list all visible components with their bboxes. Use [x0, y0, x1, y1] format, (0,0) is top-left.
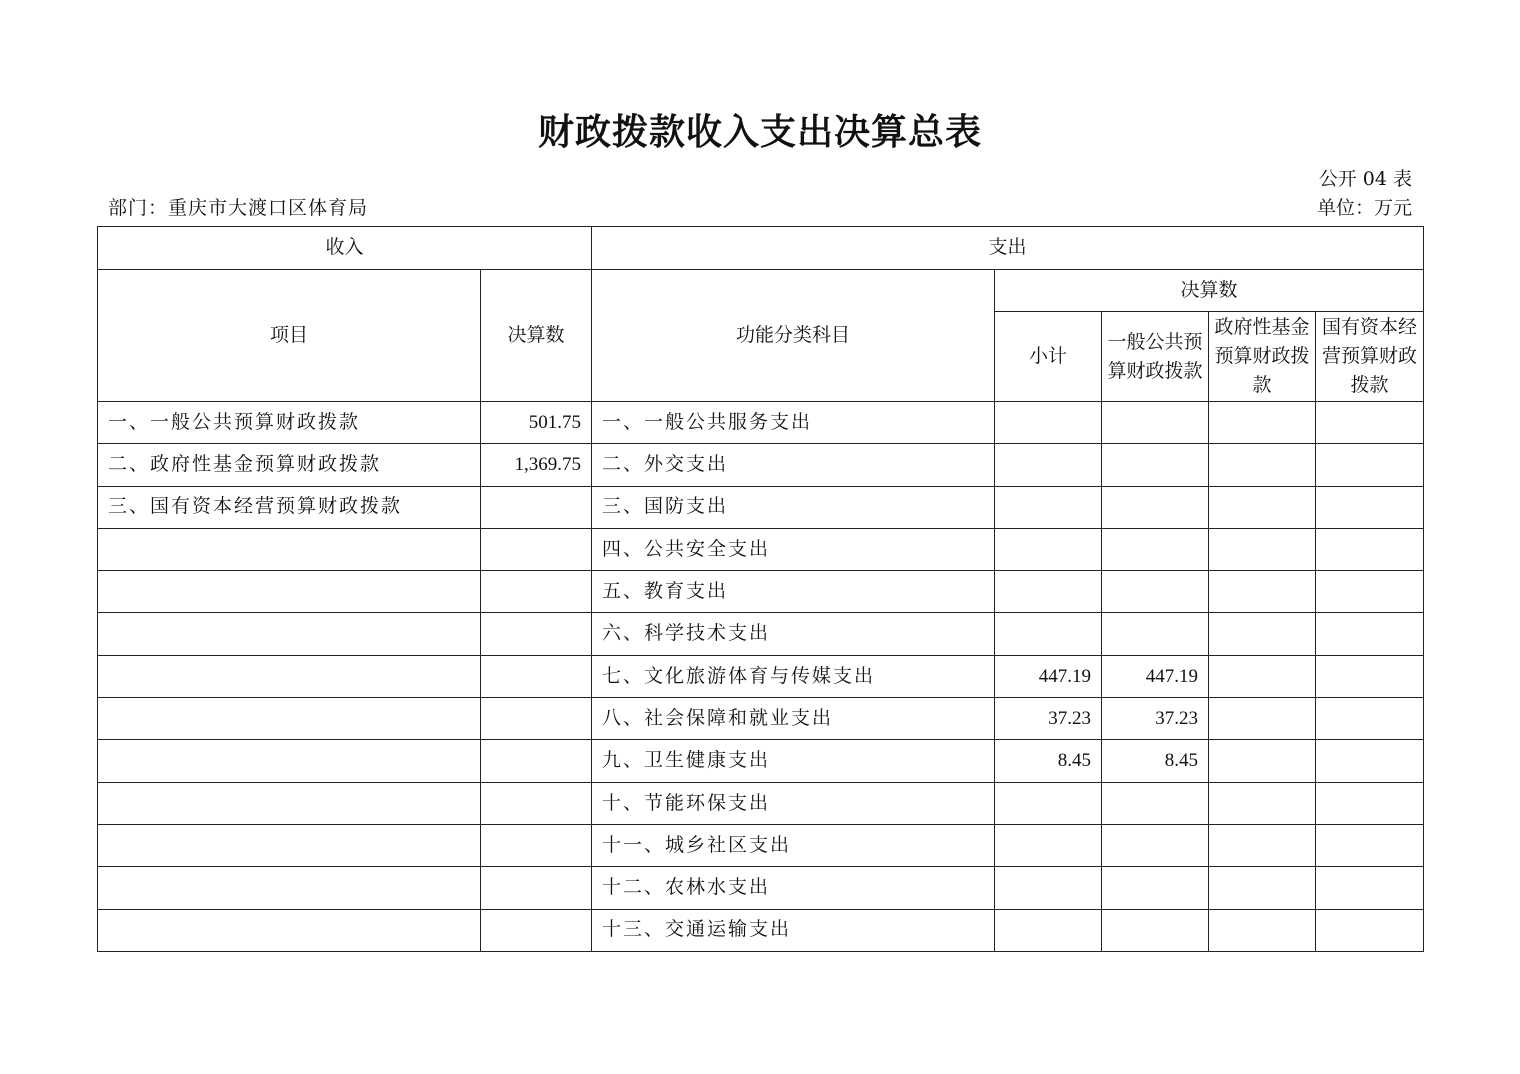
income-item-cell	[98, 698, 481, 740]
gov-fund-cell	[1209, 571, 1316, 613]
state-capital-cell	[1316, 613, 1424, 655]
table-row	[98, 740, 1424, 782]
general-budget-cell	[1102, 909, 1209, 951]
gov-fund-cell	[1209, 655, 1316, 697]
state-capital-cell	[1316, 444, 1424, 486]
income-amount-cell	[481, 740, 592, 782]
gov-fund-header: 政府性基金预算财政拨款	[1209, 312, 1316, 402]
general-budget-cell	[1102, 613, 1209, 655]
table-row	[98, 867, 1424, 909]
expense-item-cell: 三、国防支出	[592, 486, 995, 528]
gov-fund-cell	[1209, 782, 1316, 824]
general-budget-cell: 37.23	[1102, 698, 1209, 740]
gov-fund-cell	[1209, 824, 1316, 866]
subtotal-header: 小计	[995, 312, 1102, 402]
table-row	[98, 486, 1424, 528]
income-amount-cell	[481, 782, 592, 824]
gov-fund-cell	[1209, 528, 1316, 570]
expense-header: 支出	[592, 227, 1424, 270]
subtotal-cell	[995, 528, 1102, 570]
income-amount-cell: 1,369.75	[481, 444, 592, 486]
gov-fund-cell	[1209, 740, 1316, 782]
general-budget-cell: 8.45	[1102, 740, 1209, 782]
state-capital-cell	[1316, 402, 1424, 444]
state-capital-cell	[1316, 740, 1424, 782]
final-accounts-table	[97, 226, 1424, 952]
table-row	[98, 655, 1424, 697]
income-amount-cell	[481, 909, 592, 951]
table-row	[98, 528, 1424, 570]
general-budget-cell	[1102, 528, 1209, 570]
table-row	[98, 571, 1424, 613]
income-item-cell: 二、政府性基金预算财政拨款	[98, 444, 481, 486]
subtotal-cell: 8.45	[995, 740, 1102, 782]
subtotal-cell	[995, 486, 1102, 528]
general-budget-cell	[1102, 444, 1209, 486]
income-item-cell	[98, 655, 481, 697]
table-row	[98, 824, 1424, 866]
state-capital-cell	[1316, 698, 1424, 740]
state-capital-header: 国有资本经营预算财政拨款	[1316, 312, 1424, 402]
income-item-cell	[98, 613, 481, 655]
expense-item-cell: 七、文化旅游体育与传媒支出	[592, 655, 995, 697]
table-row	[98, 402, 1424, 444]
expense-item-cell: 十一、城乡社区支出	[592, 824, 995, 866]
state-capital-cell	[1316, 782, 1424, 824]
unit-label: 单位：万元	[1316, 197, 1412, 219]
expense-item-cell: 五、教育支出	[592, 571, 995, 613]
subtotal-cell	[995, 782, 1102, 824]
subtotal-cell	[995, 444, 1102, 486]
income-item-cell	[98, 867, 481, 909]
final-amount-header: 决算数	[995, 270, 1424, 312]
department-label: 部门：重庆市大渡口区体育局	[108, 197, 369, 219]
general-budget-cell	[1102, 867, 1209, 909]
general-budget-cell: 447.19	[1102, 655, 1209, 697]
subtotal-cell	[995, 613, 1102, 655]
expense-item-cell: 十、节能环保支出	[592, 782, 995, 824]
income-amount-header: 决算数	[481, 270, 592, 402]
general-budget-cell	[1102, 486, 1209, 528]
table-row	[98, 782, 1424, 824]
subtotal-cell: 37.23	[995, 698, 1102, 740]
income-item-cell	[98, 909, 481, 951]
subtotal-cell	[995, 824, 1102, 866]
expense-item-cell: 十三、交通运输支出	[592, 909, 995, 951]
subtotal-cell	[995, 402, 1102, 444]
gov-fund-cell	[1209, 486, 1316, 528]
income-amount-cell	[481, 824, 592, 866]
gov-fund-cell	[1209, 613, 1316, 655]
income-item-cell	[98, 782, 481, 824]
income-item-cell	[98, 824, 481, 866]
expense-item-cell: 一、一般公共服务支出	[592, 402, 995, 444]
gov-fund-cell	[1209, 867, 1316, 909]
income-amount-cell	[481, 698, 592, 740]
income-amount-cell	[481, 571, 592, 613]
func-category-header: 功能分类科目	[592, 270, 995, 402]
gov-fund-cell	[1209, 698, 1316, 740]
page-title: 财政拨款收入支出决算总表	[537, 112, 982, 153]
income-amount-cell	[481, 486, 592, 528]
state-capital-cell	[1316, 486, 1424, 528]
table-row	[98, 909, 1424, 951]
income-amount-cell	[481, 655, 592, 697]
subtotal-cell	[995, 909, 1102, 951]
expense-item-cell: 六、科学技术支出	[592, 613, 995, 655]
table-row	[98, 444, 1424, 486]
income-item-cell: 一、一般公共预算财政拨款	[98, 402, 481, 444]
expense-item-cell: 二、外交支出	[592, 444, 995, 486]
expense-item-cell: 四、公共安全支出	[592, 528, 995, 570]
general-budget-cell	[1102, 402, 1209, 444]
expense-item-cell: 十二、农林水支出	[592, 867, 995, 909]
income-item-cell	[98, 571, 481, 613]
income-item-cell: 三、国有资本经营预算财政拨款	[98, 486, 481, 528]
gov-fund-cell	[1209, 909, 1316, 951]
table-row	[98, 698, 1424, 740]
state-capital-cell	[1316, 528, 1424, 570]
general-budget-cell	[1102, 571, 1209, 613]
income-item-cell	[98, 740, 481, 782]
state-capital-cell	[1316, 824, 1424, 866]
income-amount-cell	[481, 528, 592, 570]
form-number: 公开 04 表	[1318, 168, 1412, 190]
general-budget-header: 一般公共预算财政拨款	[1102, 312, 1209, 402]
state-capital-cell	[1316, 867, 1424, 909]
income-amount-cell: 501.75	[481, 402, 592, 444]
income-amount-cell	[481, 867, 592, 909]
state-capital-cell	[1316, 909, 1424, 951]
item-header: 项目	[98, 270, 481, 402]
subtotal-cell	[995, 571, 1102, 613]
income-amount-cell	[481, 613, 592, 655]
expense-item-cell: 九、卫生健康支出	[592, 740, 995, 782]
general-budget-cell	[1102, 824, 1209, 866]
subtotal-cell: 447.19	[995, 655, 1102, 697]
income-item-cell	[98, 528, 481, 570]
gov-fund-cell	[1209, 402, 1316, 444]
subtotal-cell	[995, 867, 1102, 909]
gov-fund-cell	[1209, 444, 1316, 486]
expense-item-cell: 八、社会保障和就业支出	[592, 698, 995, 740]
table-row	[98, 613, 1424, 655]
general-budget-cell	[1102, 782, 1209, 824]
state-capital-cell	[1316, 571, 1424, 613]
income-header: 收入	[98, 227, 592, 270]
state-capital-cell	[1316, 655, 1424, 697]
